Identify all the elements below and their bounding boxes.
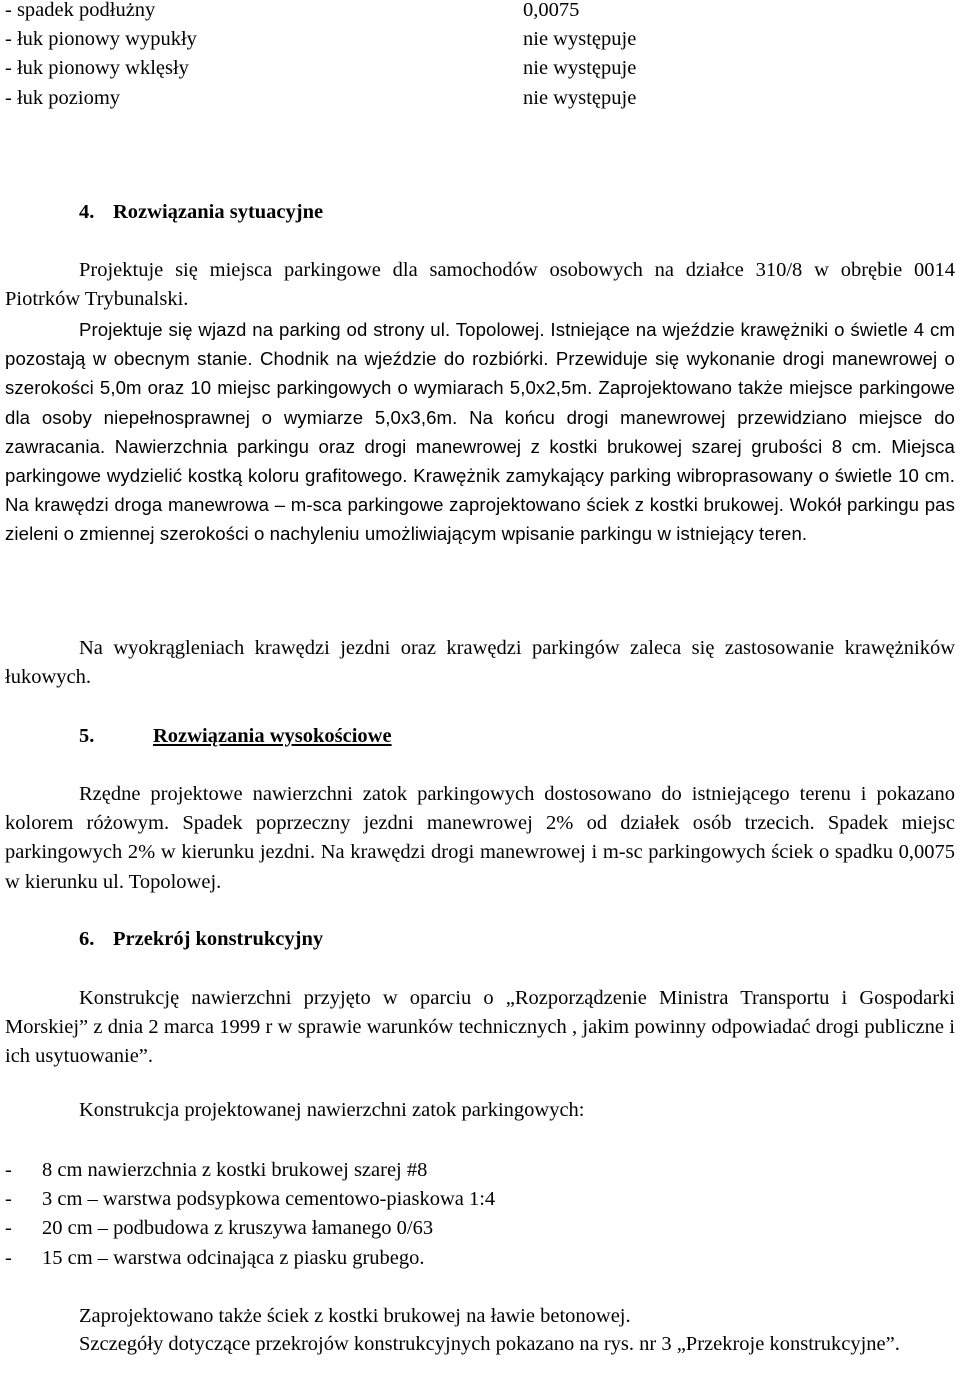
parameter-value: 0,0075 — [523, 0, 580, 21]
section-4-paragraph-3: Na wyokrągleniach krawędzi jezdni oraz krawędzi parkingów zaleca się zastosowanie krawężników łukowych. — [5, 637, 955, 689]
section-6-paragraph-1: Konstrukcję nawierzchni przyjęto w oparciu o „Rozporządzenie Ministra Transportu i Gospodarki Morskiej” z dnia 2 marca 1999 r w sprawie warunków technicznych , jakim powinny odpowiadać drogi publiczne i ich usytuowanie”. — [5, 987, 955, 1068]
section-6-paragraph-3: Zaprojektowano także ściek z kostki brukowej na ławie betonowej. — [79, 1305, 631, 1327]
list-item-text: 20 cm – podbudowa z kruszywa łamanego 0/63 — [42, 1217, 434, 1240]
section-6-paragraph-2: Konstrukcja projektowanej nawierzchni zatok parkingowych: — [79, 1099, 585, 1121]
parameter-label: - spadek podłużny — [5, 0, 156, 21]
section-6-heading — [79, 925, 323, 954]
list-dash: - — [5, 1188, 12, 1211]
parameter-row — [5, 54, 955, 83]
parameter-row — [5, 84, 955, 113]
section-4-paragraph-2: Projektuje się wjazd na parking od strony ul. Topolowej. Istniejące na wjeździe krawężniki o świetle 4 cm pozostają w obecnym stanie. Chodnik na wjeździe do rozbiórki. Przewiduje się wykonanie drogi manewrowej o szerokości 5,0m oraz 10 miejsc parkingowych o wymiarach 5,0x2,5m. Zaprojektowano także miejsce parkingowe dla osoby niepełnosprawnej o wymiarze 5,0x3,6m. Na końcu drogi manewrowej przewidziano miejsce do zawracania. Nawierzchnia parkingu oraz drogi manewrowej z kostki brukowej szarej grubości 8 cm. Miejsca parkingowe wydzielić kostką koloru grafitowego. Krawężnik zamykający parking wibroprasowany o świetle 10 cm. Na krawędzi droga manewrowa – m-sca parkingowe zaprojektowano ściek z kostki brukowej. Wokół parkingu pas zieleni o zmiennej szerokości o nachyleniu umożliwiającym wpisanie parkingu w istniejący teren. — [5, 319, 955, 545]
parameter-value: nie występuje — [523, 57, 637, 80]
section-4-heading — [79, 198, 323, 227]
section-number: 5. — [79, 725, 95, 747]
list-item-text: 8 cm nawierzchnia z kostki brukowej szarej #8 — [42, 1159, 428, 1181]
list-dash: - — [5, 1159, 12, 1181]
section-5-heading — [79, 722, 392, 751]
section-6-paragraph-4: Szczegóły dotyczące przekrojów konstrukcyjnych pokazano na rys. nr 3 „Przekroje konstrukcyjne”. — [79, 1333, 900, 1355]
list-item — [5, 1244, 955, 1273]
list-item — [5, 1185, 955, 1214]
parameter-list — [5, 0, 955, 113]
list-item-text: 15 cm – warstwa odcinająca z piasku grubego. — [42, 1246, 425, 1269]
parameter-label: - łuk pionowy wklęsły — [5, 57, 189, 80]
list-dash: - — [5, 1246, 12, 1269]
layer-list — [5, 1156, 955, 1273]
parameter-value: nie występuje — [523, 28, 637, 51]
parameter-label: - łuk pionowy wypukły — [5, 28, 197, 51]
list-item — [5, 1214, 955, 1243]
section-number: 6. — [79, 928, 95, 950]
section-title: Przekrój konstrukcyjny — [113, 928, 324, 950]
parameter-label: - łuk poziomy — [5, 86, 121, 109]
parameter-row — [5, 0, 955, 25]
list-dash: - — [5, 1217, 12, 1240]
section-title: Rozwiązania wysokościowe — [153, 725, 392, 747]
list-item — [5, 1156, 955, 1185]
parameter-row — [5, 25, 955, 54]
section-5-paragraph-1: Rzędne projektowe nawierzchni zatok parkingowych dostosowano do istniejącego terenu i pokazano kolorem różowym. Spadek poprzeczny jezdni manewrowej 2% od działek osób trzecich. Spadek miejsc parkingowych 2% w kierunku jezdni. Na krawędzi drogi manewrowej i m-sc parkingowych ściek o spadku 0,0075 w kierunku ul. Topolowej. — [5, 783, 955, 893]
parameter-value: nie występuje — [523, 86, 637, 109]
list-item-text: 3 cm – warstwa podsypkowa cementowo-piaskowa 1:4 — [42, 1188, 496, 1211]
section-number: 4. — [79, 201, 95, 223]
section-title: Rozwiązania sytuacyjne — [113, 201, 324, 223]
section-4-paragraph-1: Projektuje się miejsca parkingowe dla samochodów osobowych na działce 310/8 w obrębie 0014 Piotrków Trybunalski. — [5, 259, 955, 311]
